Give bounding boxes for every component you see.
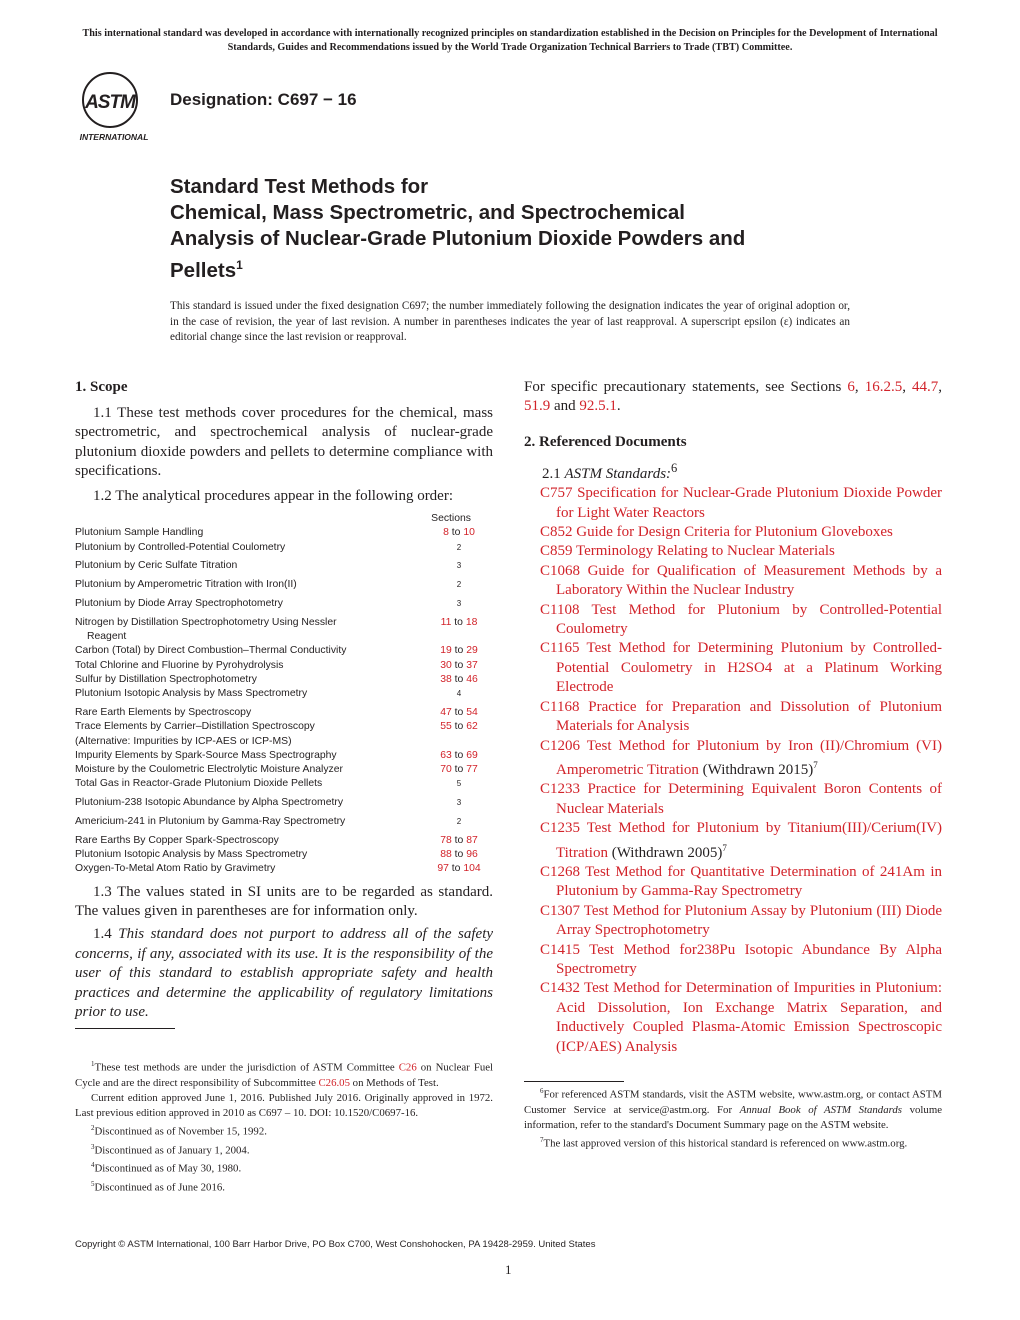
standard-code-link[interactable]: C1168 [540, 698, 580, 715]
table-row [75, 597, 493, 616]
table-row [75, 659, 493, 673]
footnote-5 [75, 1177, 493, 1196]
standard-title-link[interactable]: Test Method for Plutonium by Controlled-Potential Coulometry [556, 601, 942, 638]
section-link[interactable]: 51.9 [524, 398, 551, 415]
referenced-standard [524, 780, 942, 819]
right-column [524, 378, 942, 1151]
range-to: to [451, 863, 461, 875]
committee-link[interactable]: C26 [398, 1062, 417, 1075]
footnote-text: Discontinued as of June 2016. [94, 1181, 225, 1194]
scope-heading: 1. Scope [75, 379, 128, 395]
referenced-standard [524, 819, 942, 863]
standard-code-link[interactable]: C757 [540, 485, 573, 502]
range-to: to [454, 721, 464, 733]
standard-code-link[interactable]: C852 [540, 524, 573, 541]
tbt-notice: This international standard was developed in accordance with internationally recognized principles on standardization established in the Decision on Principles for the Development of International Standards, Guides and Recommendations issued by the World Trade Organization Technical Barriers to Trade (TBT) Committee. [82, 28, 938, 53]
withdrawn-note: (Withdrawn 2015) [702, 761, 814, 778]
section-procedure-name: Plutonium Isotopic Analysis by Mass Spectrometry [75, 688, 308, 700]
footnote-4 [75, 1158, 493, 1177]
section-link[interactable]: 6 [847, 379, 855, 395]
standard-title-link[interactable]: Test Method for Determining Plutonium by Controlled-Potential Coulometry in H2SO4 at a Platinum Working Electrode [556, 640, 942, 696]
standard-code-link[interactable]: C1235 [540, 820, 581, 837]
para-2-1 [524, 459, 942, 484]
section-range [425, 541, 493, 560]
table-row [75, 644, 493, 658]
para-1-4-number: 1.4 [93, 926, 112, 943]
section-link[interactable]: 88 [440, 849, 452, 861]
astm-standards-label: ASTM Standards: [564, 465, 672, 482]
section-link[interactable]: 18 [465, 616, 478, 628]
standard-code-link[interactable]: C1108 [540, 601, 580, 618]
discontinued-footnote-mark: 3 [456, 561, 462, 571]
referenced-standard [524, 542, 942, 561]
range-to: to [454, 616, 463, 628]
para-1-3: 1.3 The values stated in SI units are to be regarded as standard. The values given in parentheses are for information only. [75, 883, 493, 920]
section-range [425, 815, 493, 834]
section-procedure-name: Nitrogen by Distillation Spectrophotometry Using Nessler [75, 616, 337, 628]
range-to: to [454, 645, 464, 657]
section-link[interactable]: 38 [440, 673, 452, 685]
section-range [425, 706, 493, 720]
section-link[interactable]: 47 [440, 706, 452, 718]
para-text: For specific precautionary statements, see Sections [524, 379, 842, 395]
section-procedure-name: Sulfur by Distillation Spectrophotometry [75, 673, 257, 685]
section-range [425, 644, 493, 658]
section-procedure-name: Plutonium by Ceric Sulfate Titration [75, 560, 238, 572]
footnote-1 [75, 1057, 493, 1091]
footnote-current-edition: Current edition approved June 1, 2016. Published July 2016. Originally approved in 1972. Last previous edition approved in 2010 as C697 – 10. DOI: 10.1520/C0697-16. [75, 1092, 493, 1120]
range-to: to [454, 764, 464, 776]
section-link[interactable]: 70 [440, 764, 452, 776]
footnote-italic: Annual Book of ASTM Standards [739, 1103, 903, 1116]
footnote-mark: 4 [91, 1161, 95, 1170]
footnote-text: For referenced ASTM standards, visit the ASTM website, www.astm.org, or contact ASTM Customer Service at service@astm.org. For [524, 1088, 942, 1116]
standard-title-link[interactable]: Test Method for Plutonium by Titanium(III)/Cerium(IV) Titration [556, 820, 942, 861]
table-row [75, 687, 493, 706]
section-link[interactable]: 11 [440, 616, 452, 628]
section-range [425, 796, 493, 815]
referenced-standard [524, 737, 942, 781]
standard-title-link[interactable]: Terminology Relating to Nuclear Materials [576, 543, 835, 560]
footnote-mark: 7 [813, 759, 818, 770]
title-line-2: Chemical, Mass Spectrometric, and Spectrochemical [170, 201, 685, 224]
discontinued-footnote-mark: 4 [456, 689, 462, 699]
section-link[interactable]: 78 [440, 834, 452, 846]
discontinued-footnote-mark: 2 [456, 542, 462, 552]
section-link[interactable]: 19 [440, 645, 452, 657]
section-link[interactable]: 16.2.5 [864, 379, 903, 395]
section-link[interactable]: 55 [440, 721, 452, 733]
copyright-notice: Copyright © ASTM International, 100 Barr Harbor Drive, PO Box C700, West Conshohocken, PA 19428-2959. United States [75, 1239, 596, 1250]
table-row [75, 815, 493, 834]
table-row [75, 616, 493, 630]
referenced-documents-heading: 2. Referenced Documents [524, 433, 687, 450]
section-link[interactable]: 63 [440, 749, 452, 761]
section-range [425, 834, 493, 848]
para-1-4-continued [524, 378, 942, 417]
logo-subtext: INTERNATIONAL [79, 132, 149, 142]
section-link[interactable]: 77 [466, 764, 478, 776]
designation: Designation: C697 − 16 [170, 90, 357, 109]
discontinued-footnote-mark: 3 [456, 598, 462, 608]
section-link[interactable]: 30 [440, 659, 452, 671]
standard-title-link[interactable]: Test Method for238Pu Isotopic Abundance By Alpha Spectrometry [556, 941, 942, 977]
section-range [425, 673, 493, 687]
issued-under-statement: This standard is issued under the fixed designation C697; the number immediately following the designation indicates the year of original adoption or, in the case of revision, the year of last revision. A number in parentheses indicates the year of last reapproval. A superscript epsilon (ε) indicates an editorial change since the last revision or reapproval. [170, 300, 850, 343]
discontinued-footnote-mark: 5 [456, 779, 462, 789]
standard-title-link[interactable]: Specification for Nuclear-Grade Plutonium Dioxide Powder for Light Water Reactors [556, 485, 942, 521]
section-procedure-name: Carbon (Total) by Direct Combustion–Thermal Conductivity [75, 645, 347, 657]
section-procedure-name: (Alternative: Impurities by ICP-AES or ICP-MS) [75, 735, 292, 747]
table-row [75, 834, 493, 848]
footnote-7 [524, 1133, 942, 1152]
section-procedure-name: Total Chlorine and Fluorine by Pyrohydrolysis [75, 659, 284, 671]
table-row [75, 578, 493, 597]
standard-title-link[interactable]: Guide for Qualification of Measurement Methods by a Laboratory Within the Nuclear Industry [556, 562, 943, 599]
precaution-refs: 6, 16.2.5, 44.7, 51.9 and 92.5.1. [524, 379, 942, 415]
section-link[interactable]: 97 [437, 863, 449, 875]
footnote-text: volume information, refer to the standard's Document Summary page on the ASTM website. [524, 1103, 943, 1131]
section-link[interactable]: 96 [466, 849, 478, 861]
range-to: to [454, 706, 464, 718]
title-footnote-mark: 1 [236, 258, 243, 272]
para-1-4-safety-text: This standard does not purport to address all of the safety concerns, if any, associated with its use. It is the responsibility of the user of this standard to establish appropriate safety and health practices and determine the applicability of regulatory limitations prior to use. [75, 926, 494, 1021]
section-range [425, 848, 493, 862]
standard-title-link[interactable]: Test Method for Plutonium by Iron (II)/Chromium (VI) Amperometric Titration [556, 737, 942, 778]
withdrawn-note: (Withdrawn 2005) [611, 844, 723, 861]
section-range [425, 578, 493, 597]
and-word: and [554, 398, 576, 415]
standard-code-link[interactable]: C1432 [540, 980, 581, 997]
referenced-standard [524, 941, 942, 980]
range-to: to [454, 673, 464, 685]
discontinued-footnote-mark: 3 [456, 798, 462, 808]
referenced-standard [524, 902, 942, 941]
section-procedure-name: Plutonium-238 Isotopic Abundance by Alpha Spectrometry [75, 797, 344, 809]
table-row [75, 630, 493, 644]
referenced-standard [524, 484, 942, 523]
section-procedure-name: Plutonium Sample Handling [75, 527, 204, 539]
table-row [75, 749, 493, 763]
footnote-2 [75, 1121, 493, 1140]
standard-title-link[interactable]: Test Method for Determination of Impurities in Plutonium: Acid Dissolution, Ion Exchange Matrix Separation, and Inductively Coupled Plasma-Atomic Emission Spectroscopic (ICP/AES) Analysis [556, 980, 942, 1055]
referenced-standard [524, 523, 942, 542]
footnote-mark: 5 [91, 1179, 95, 1188]
table-row [75, 559, 493, 578]
standard-title-link[interactable]: Practice for Preparation and Dissolution of Plutonium Materials for Analysis [556, 698, 942, 735]
section-range [425, 763, 493, 777]
left-column [75, 378, 493, 1195]
table-row [75, 735, 493, 749]
section-link[interactable]: 104 [463, 863, 481, 875]
table-row [75, 763, 493, 777]
standard-code-link[interactable]: C1307 [540, 902, 581, 919]
section-range [425, 616, 493, 630]
page-number: 1 [505, 1262, 512, 1277]
section-procedure-name: Total Gas in Reactor-Grade Plutonium Dioxide Pellets [75, 778, 323, 790]
standard-code-link[interactable]: C1206 [540, 737, 581, 754]
footnote-text: on Methods of Test. [352, 1077, 439, 1090]
footnote-mark: 7 [722, 842, 727, 853]
footnotes-right [524, 1084, 942, 1151]
footnote-text: Discontinued as of November 15, 1992. [94, 1125, 267, 1138]
section-range [425, 687, 493, 706]
footnote-text: Discontinued as of May 30, 1980. [94, 1162, 242, 1175]
section-range [425, 749, 493, 763]
footnote-mark: 7 [540, 1135, 544, 1144]
section-range [425, 526, 493, 540]
section-link[interactable]: 46 [466, 673, 478, 685]
section-link[interactable]: 54 [466, 706, 478, 718]
standard-code-link[interactable]: C859 [540, 543, 573, 560]
standard-code-link[interactable]: C1415 [540, 941, 581, 958]
section-link[interactable]: 87 [466, 834, 478, 846]
footnote-3 [75, 1140, 493, 1159]
section-link[interactable]: 37 [466, 659, 478, 671]
title-line-1: Standard Test Methods for [170, 175, 429, 198]
section-procedure-name: Impurity Elements by Spark-Source Mass Spectrography [75, 749, 337, 761]
section-procedure-name: Americium-241 in Plutonium by Gamma-Ray Spectrometry [75, 815, 346, 827]
table-row [75, 526, 493, 540]
table-row [75, 673, 493, 687]
standard-title-link[interactable]: Guide for Design Criteria for Plutonium Gloveboxes [576, 524, 893, 541]
range-to: to [454, 834, 464, 846]
section-range [425, 862, 493, 876]
title-line-3: Analysis of Nuclear-Grade Plutonium Dioxide Powders and [170, 227, 746, 250]
section-procedure-name: Oxygen-To-Metal Atom Ratio by Gravimetry [75, 863, 276, 875]
subcommittee-link[interactable]: C26.05 [318, 1077, 350, 1090]
standard-title-link[interactable]: Test Method for Quantitative Determination of 241Am in Plutonium by Gamma-Ray Spectrometry [556, 863, 942, 900]
section-procedure-name: Plutonium by Controlled-Potential Coulometry [75, 541, 286, 553]
logo-text: ASTM [85, 92, 135, 113]
section-procedure-name: Moisture by the Coulometric Electrolytic Moisture Analyzer [75, 764, 343, 776]
referenced-standard [524, 979, 942, 1057]
footnotes-left [75, 1057, 493, 1195]
table-row [75, 541, 493, 560]
discontinued-footnote-mark: 2 [456, 816, 462, 826]
section-link[interactable]: 69 [466, 749, 478, 761]
section-range [425, 720, 493, 734]
document-title [170, 174, 890, 284]
referenced-documents-list [524, 484, 942, 1057]
range-to: to [454, 849, 464, 861]
table-row [75, 706, 493, 720]
section-link[interactable]: 10 [463, 527, 475, 539]
table-row [75, 720, 493, 734]
standard-title-link[interactable]: Practice for Determining Equivalent Boron Contents of Nuclear Materials [556, 781, 942, 817]
section-link[interactable]: 92.5.1 [579, 398, 617, 415]
range-to: to [454, 659, 464, 671]
referenced-standard [524, 698, 942, 737]
section-procedure-name: Rare Earths By Copper Spark-Spectroscopy [75, 834, 279, 846]
discontinued-footnote-mark: 2 [456, 580, 462, 590]
standard-code-link[interactable]: C1068 [540, 562, 581, 579]
section-procedure-name: Reagent [87, 630, 127, 642]
astm-logo [74, 72, 164, 144]
para-1-4 [75, 925, 493, 1022]
footnote-mark: 3 [91, 1142, 95, 1151]
footnote-6 [524, 1084, 942, 1133]
footnote-mark: 6 [540, 1087, 544, 1095]
range-to: to [451, 527, 461, 539]
referenced-standard [524, 562, 942, 601]
sections-header: Sections [431, 513, 471, 525]
section-range [425, 735, 493, 749]
standard-code-link[interactable]: C1165 [540, 640, 580, 657]
footnote-text: These test methods are under the jurisdiction of ASTM Committee [94, 1062, 395, 1075]
section-procedure-name: Plutonium by Amperometric Titration with Iron(II) [75, 579, 297, 591]
table-row [75, 848, 493, 862]
section-link[interactable]: 62 [466, 721, 478, 733]
section-range [425, 777, 493, 796]
footnote-text: The last approved version of this historical standard is referenced on www.astm.org. [543, 1137, 908, 1150]
standard-code-link[interactable]: C1268 [540, 863, 581, 880]
title-line-4: Pellets [170, 258, 237, 282]
table-row [75, 777, 493, 796]
sections-table [75, 512, 493, 877]
referenced-standard [524, 601, 942, 640]
table-row [75, 862, 493, 876]
para-1-1: 1.1 These test methods cover procedures for the chemical, mass spectrometric, and spectrochemical analysis of nuclear-grade plutonium dioxide powders and pellets to determine compliance with specifications. [75, 405, 493, 480]
section-procedure-name: Plutonium Isotopic Analysis by Mass Spectrometry [75, 849, 308, 861]
section-procedure-name: Rare Earth Elements by Spectroscopy [75, 706, 252, 718]
para-number: 2.1 [542, 465, 561, 482]
table-row [75, 796, 493, 815]
standard-code-link[interactable]: C1233 [540, 781, 581, 798]
section-procedure-name: Plutonium by Diode Array Spectrophotometry [75, 597, 283, 609]
footnote-mark: 1 [91, 1060, 95, 1069]
section-range [425, 597, 493, 616]
section-range [425, 630, 493, 644]
para-1-2: 1.2 The analytical procedures appear in the following order: [93, 487, 454, 504]
standard-title-link[interactable]: Test Method for Plutonium Assay by Plutonium (III) Diode Array Spectrophotometry [556, 902, 942, 939]
footnote-mark: 2 [91, 1124, 95, 1133]
range-to: to [454, 749, 464, 761]
referenced-standard [524, 639, 942, 697]
referenced-standard [524, 863, 942, 902]
section-link[interactable]: 8 [443, 527, 449, 539]
section-range [425, 659, 493, 673]
section-procedure-name: Trace Elements by Carrier–Distillation Spectroscopy [75, 721, 315, 733]
footnote-mark: 6 [671, 460, 678, 475]
section-link[interactable]: 44.7 [912, 379, 939, 395]
footnote-text: on Nuclear Fuel Cycle and are the direct responsibility of Subcommittee [75, 1062, 494, 1090]
footnote-text: Discontinued as of January 1, 2004. [94, 1144, 250, 1157]
section-range [425, 559, 493, 578]
section-link[interactable]: 29 [466, 645, 478, 657]
